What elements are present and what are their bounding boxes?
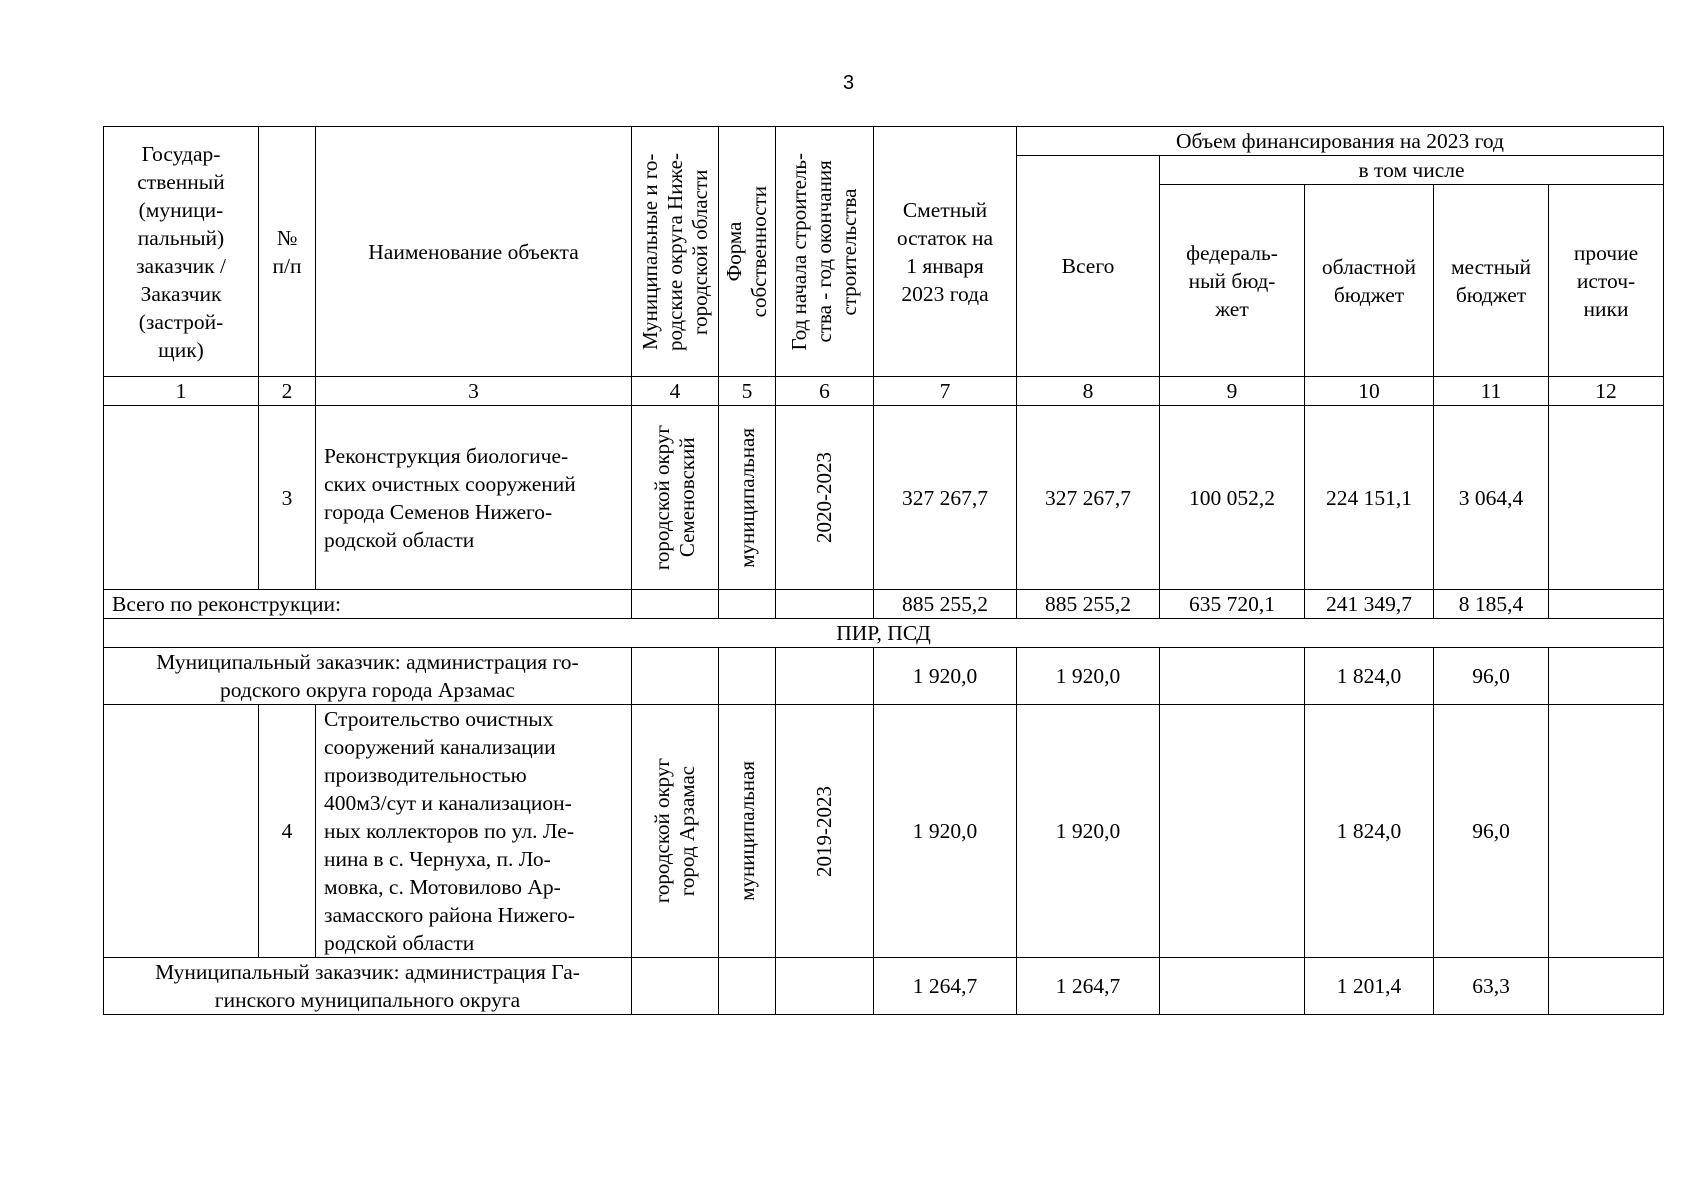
cell-empty: [776, 590, 874, 619]
cell-federal: [1160, 648, 1305, 705]
table-row-customer-gaginsky: [104, 958, 1664, 1015]
cell-local: 96,0: [1434, 648, 1549, 705]
cell-empty: [632, 590, 719, 619]
cell-empty: [632, 648, 719, 705]
cell-regional: 224 151,1: [1305, 406, 1434, 590]
header-other: прочие источ- ники: [1549, 185, 1664, 377]
header-financing-group: Объем финансирования на 2023 год: [1017, 127, 1664, 156]
cell-empty: [719, 590, 776, 619]
header-total: Всего: [1017, 156, 1160, 377]
cell-customer-empty: [104, 406, 259, 590]
column-number: 6: [776, 377, 874, 406]
table-row-total-reconstruction: [104, 590, 1664, 619]
cell-ownership: муниципальная: [719, 406, 776, 590]
column-number: 8: [1017, 377, 1160, 406]
header-ownership: Форма собственности: [719, 127, 776, 377]
column-number: 4: [632, 377, 719, 406]
table-row-object-4: [104, 705, 1664, 958]
cell-balance: 1 264,7: [874, 958, 1017, 1015]
cell-empty: [776, 648, 874, 705]
cell-total: 1 920,0: [1017, 705, 1160, 958]
cell-federal: [1160, 705, 1305, 958]
cell-district: городской округ Семеновский: [632, 406, 719, 590]
cell-local: 8 185,4: [1434, 590, 1549, 619]
cell-object-name: Реконструкция биологиче- ских очистных сооружений города Семенов Нижего- родской области: [316, 406, 632, 590]
cell-total: 327 267,7: [1017, 406, 1160, 590]
cell-balance: 1 920,0: [874, 705, 1017, 958]
cell-number: 3: [259, 406, 316, 590]
cell-regional: 241 349,7: [1305, 590, 1434, 619]
table-row-object-3: [104, 406, 1664, 590]
column-number: 7: [874, 377, 1017, 406]
cell-total: 1 920,0: [1017, 648, 1160, 705]
column-number: 10: [1305, 377, 1434, 406]
cell-empty: [632, 958, 719, 1015]
cell-empty: [719, 958, 776, 1015]
column-number: 12: [1549, 377, 1664, 406]
table-row-section: [104, 619, 1664, 648]
page-number: 3: [842, 72, 855, 94]
section-title: ПИР, ПСД: [104, 619, 1664, 648]
column-number: 5: [719, 377, 776, 406]
header-number: № п/п: [259, 127, 316, 377]
column-number: 9: [1160, 377, 1305, 406]
cell-regional: 1 824,0: [1305, 648, 1434, 705]
cell-federal: [1160, 958, 1305, 1015]
cell-local: 3 064,4: [1434, 406, 1549, 590]
cell-empty: [776, 958, 874, 1015]
cell-customer-empty: [104, 705, 259, 958]
cell-ownership: муниципальная: [719, 705, 776, 958]
cell-other: [1549, 406, 1664, 590]
cell-other: [1549, 705, 1664, 958]
cell-federal: 100 052,2: [1160, 406, 1305, 590]
header-estimated-balance: Сметный остаток на 1 января 2023 года: [874, 127, 1017, 377]
cell-local: 63,3: [1434, 958, 1549, 1015]
cell-total: 1 264,7: [1017, 958, 1160, 1015]
column-number: 11: [1434, 377, 1549, 406]
cell-local: 96,0: [1434, 705, 1549, 958]
cell-balance: 885 255,2: [874, 590, 1017, 619]
cell-balance: 1 920,0: [874, 648, 1017, 705]
header-local: местный бюджет: [1434, 185, 1549, 377]
cell-regional: 1 824,0: [1305, 705, 1434, 958]
header-regional: областной бюджет: [1305, 185, 1434, 377]
column-number: 2: [259, 377, 316, 406]
customer-label: Муниципальный заказчик: администрация Га- гинского муниципального округа: [104, 958, 632, 1015]
table-row-customer-arzamas: [104, 648, 1664, 705]
financing-table: [103, 126, 1664, 1015]
cell-years: 2020-2023: [776, 406, 874, 590]
cell-empty: [1549, 958, 1664, 1015]
header-including: в том числе: [1160, 156, 1664, 185]
cell-number: 4: [259, 705, 316, 958]
header-federal: федераль- ный бюд- жет: [1160, 185, 1305, 377]
column-number: 1: [104, 377, 259, 406]
cell-balance: 327 267,7: [874, 406, 1017, 590]
customer-label: Муниципальный заказчик: администрация го- родского округа города Арзамас: [104, 648, 632, 705]
header-years: Год начала строитель- ства - год окончания строительства: [776, 127, 874, 377]
cell-empty: [719, 648, 776, 705]
cell-empty: [1549, 648, 1664, 705]
cell-empty: [1549, 590, 1664, 619]
total-reconstruction-label: Всего по реконструкции:: [104, 590, 632, 619]
cell-object-name: Строительство очистных сооружений канализации производительностью 400м3/сут и канализацион- ных коллекторов по ул. Ле- нина в с. Чернуха, п. Ло- мовка, с. Мотовилово Ар- замасского района Нижего- родской области: [316, 705, 632, 958]
cell-federal: 635 720,1: [1160, 590, 1305, 619]
column-number: 3: [316, 377, 632, 406]
header-customer: Государ- ственный (муници- пальный) заказчик / Заказчик (застрой- щик): [104, 127, 259, 377]
header-district: Муниципальные и го- родские округа Ниже- городской области: [632, 127, 719, 377]
header-object-name: Наименование объекта: [316, 127, 632, 377]
cell-years: 2019-2023: [776, 705, 874, 958]
cell-district: городской округ город Арзамас: [632, 705, 719, 958]
column-number-row: [104, 377, 1664, 406]
cell-regional: 1 201,4: [1305, 958, 1434, 1015]
cell-total: 885 255,2: [1017, 590, 1160, 619]
